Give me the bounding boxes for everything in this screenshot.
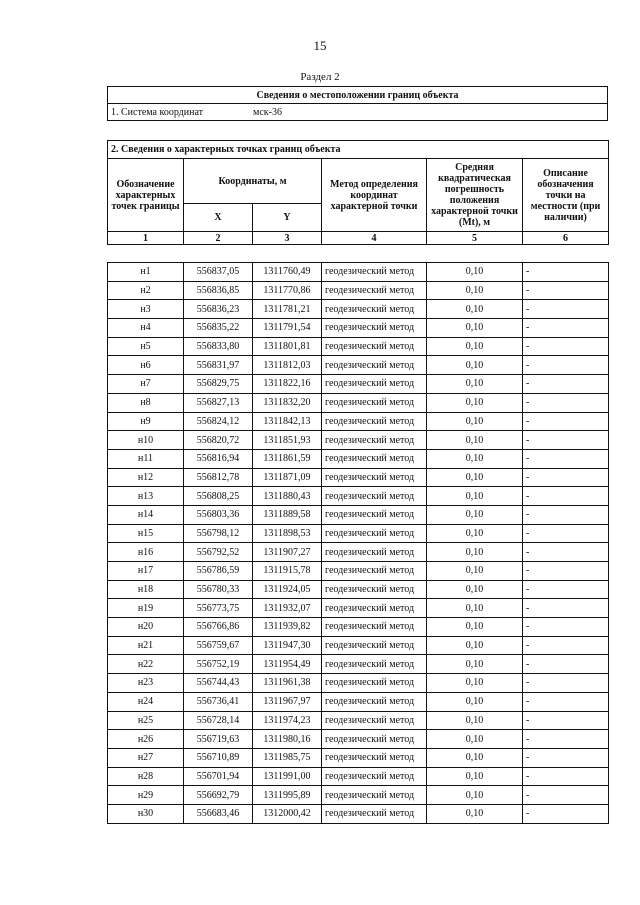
description: - [523,543,609,562]
table-row [108,300,609,319]
x-coordinate: 556798,12 [184,524,253,543]
description: - [523,767,609,786]
table-row [108,468,609,487]
method: геодезический метод [322,300,427,319]
description: - [523,804,609,823]
table-row [108,580,609,599]
x-coordinate: 556833,80 [184,337,253,356]
point-id: н24 [108,692,184,711]
point-id: н3 [108,300,184,319]
mt-error: 0,10 [427,692,523,711]
description: - [523,337,609,356]
method: геодезический метод [322,636,427,655]
y-coordinate: 1311781,21 [253,300,322,319]
y-coordinate: 1311842,13 [253,412,322,431]
x-coordinate: 556827,13 [184,393,253,412]
method: геодезический метод [322,505,427,524]
col-x-header: X [184,204,253,232]
x-coordinate: 556752,19 [184,655,253,674]
description: - [523,319,609,338]
y-coordinate: 1311967,97 [253,692,322,711]
table-row [108,562,609,581]
x-coordinate: 556780,33 [184,580,253,599]
method: геодезический метод [322,337,427,356]
point-id: н17 [108,562,184,581]
points-table-body [108,263,609,824]
x-coordinate: 556829,75 [184,375,253,394]
x-coordinate: 556744,43 [184,674,253,693]
method: геодезический метод [322,543,427,562]
mt-error: 0,10 [427,636,523,655]
x-coordinate: 556701,94 [184,767,253,786]
description: - [523,655,609,674]
y-coordinate: 1311924,05 [253,580,322,599]
col-coordinates-header: Координаты, м [184,159,322,204]
point-id: н7 [108,375,184,394]
point-id: н2 [108,281,184,300]
description: - [523,393,609,412]
description: - [523,730,609,749]
table-row [108,804,609,823]
x-coordinate: 556719,63 [184,730,253,749]
method: геодезический метод [322,655,427,674]
point-id: н6 [108,356,184,375]
method: геодезический метод [322,618,427,637]
x-coordinate: 556816,94 [184,449,253,468]
y-coordinate: 1311961,38 [253,674,322,693]
mt-error: 0,10 [427,487,523,506]
x-coordinate: 556820,72 [184,431,253,450]
point-id: н29 [108,786,184,805]
point-id: н8 [108,393,184,412]
y-coordinate: 1311991,00 [253,767,322,786]
x-coordinate: 556683,46 [184,804,253,823]
point-id: н10 [108,431,184,450]
x-coordinate: 556692,79 [184,786,253,805]
point-id: н23 [108,674,184,693]
x-coordinate: 556792,52 [184,543,253,562]
y-coordinate: 1311915,78 [253,562,322,581]
table-row [108,730,609,749]
y-coordinate: 1311760,49 [253,263,322,282]
point-id: н15 [108,524,184,543]
description: - [523,786,609,805]
x-coordinate: 556728,14 [184,711,253,730]
point-id: н5 [108,337,184,356]
y-coordinate: 1311985,75 [253,748,322,767]
mt-error: 0,10 [427,319,523,338]
mt-error: 0,10 [427,505,523,524]
table-row [108,655,609,674]
description: - [523,711,609,730]
point-id: н16 [108,543,184,562]
y-coordinate: 1311880,43 [253,487,322,506]
method: геодезический метод [322,431,427,450]
point-id: н11 [108,449,184,468]
description: - [523,356,609,375]
table-row [108,674,609,693]
x-coordinate: 556835,22 [184,319,253,338]
table-row [108,748,609,767]
col-designation-header: Обозначение характерных точек границы [108,159,184,232]
y-coordinate: 1311974,23 [253,711,322,730]
column-number: 2 [184,232,253,245]
y-coordinate: 1311898,53 [253,524,322,543]
column-number: 3 [253,232,322,245]
x-coordinate: 556803,36 [184,505,253,524]
y-coordinate: 1311889,58 [253,505,322,524]
point-id: н21 [108,636,184,655]
description: - [523,580,609,599]
mt-error: 0,10 [427,618,523,637]
mt-error: 0,10 [427,375,523,394]
x-coordinate: 556786,59 [184,562,253,581]
y-coordinate: 1311791,54 [253,319,322,338]
description: - [523,487,609,506]
y-coordinate: 1311980,16 [253,730,322,749]
y-coordinate: 1311907,27 [253,543,322,562]
point-id: н9 [108,412,184,431]
method: геодезический метод [322,786,427,805]
coordinate-system-value: мск-36 [253,106,282,118]
x-coordinate: 556766,86 [184,618,253,637]
point-id: н18 [108,580,184,599]
x-coordinate: 556759,67 [184,636,253,655]
mt-error: 0,10 [427,468,523,487]
y-coordinate: 1311954,49 [253,655,322,674]
table-row [108,618,609,637]
points-caption: 2. Сведения о характерных точках границ объекта [108,141,609,159]
x-coordinate: 556736,41 [184,692,253,711]
method: геодезический метод [322,599,427,618]
mt-error: 0,10 [427,748,523,767]
table-row [108,636,609,655]
description: - [523,748,609,767]
description: - [523,636,609,655]
y-coordinate: 1311932,07 [253,599,322,618]
y-coordinate: 1311812,03 [253,356,322,375]
y-coordinate: 1311871,09 [253,468,322,487]
method: геодезический метод [322,263,427,282]
mt-error: 0,10 [427,393,523,412]
x-coordinate: 556773,75 [184,599,253,618]
method: геодезический метод [322,674,427,693]
method: геодезический метод [322,748,427,767]
description: - [523,562,609,581]
mt-error: 0,10 [427,711,523,730]
description: - [523,281,609,300]
col-method-header: Метод определения координат характерной точки [322,159,427,232]
method: геодезический метод [322,319,427,338]
point-id: н26 [108,730,184,749]
table-row [108,431,609,450]
y-coordinate: 1311770,86 [253,281,322,300]
mt-error: 0,10 [427,300,523,319]
points-table [107,262,609,824]
description: - [523,375,609,394]
description: - [523,692,609,711]
y-coordinate: 1311861,59 [253,449,322,468]
method: геодезический метод [322,580,427,599]
table-row [108,281,609,300]
column-number: 5 [427,232,523,245]
y-coordinate: 1311947,30 [253,636,322,655]
table-row [108,412,609,431]
column-number: 1 [108,232,184,245]
location-table [107,86,608,121]
point-id: н1 [108,263,184,282]
description: - [523,300,609,319]
y-coordinate: 1311801,81 [253,337,322,356]
y-coordinate: 1311995,89 [253,786,322,805]
location-header: Сведения о местоположении границ объекта [108,87,608,104]
method: геодезический метод [322,487,427,506]
x-coordinate: 556824,12 [184,412,253,431]
col-y-header: Y [253,204,322,232]
column-number: 4 [322,232,427,245]
points-header-table [107,140,609,245]
mt-error: 0,10 [427,767,523,786]
table-row [108,263,609,282]
table-row [108,505,609,524]
point-id: н4 [108,319,184,338]
description: - [523,412,609,431]
table-row [108,543,609,562]
method: геодезический метод [322,449,427,468]
table-row [108,449,609,468]
table-row [108,786,609,805]
point-id: н30 [108,804,184,823]
method: геодезический метод [322,730,427,749]
section-title: Раздел 2 [300,71,340,83]
point-id: н27 [108,748,184,767]
description: - [523,618,609,637]
point-id: н19 [108,599,184,618]
method: геодезический метод [322,412,427,431]
point-id: н13 [108,487,184,506]
col-error-header: Средняя квадратическая погрешность положения характерной точки (Мt), м [427,159,523,232]
point-id: н25 [108,711,184,730]
x-coordinate: 556836,85 [184,281,253,300]
method: геодезический метод [322,375,427,394]
table-row [108,356,609,375]
method: геодезический метод [322,692,427,711]
method: геодезический метод [322,281,427,300]
table-row [108,319,609,338]
description: - [523,263,609,282]
mt-error: 0,10 [427,655,523,674]
mt-error: 0,10 [427,356,523,375]
method: геодезический метод [322,393,427,412]
mt-error: 0,10 [427,524,523,543]
y-coordinate: 1311832,20 [253,393,322,412]
method: геодезический метод [322,711,427,730]
mt-error: 0,10 [427,580,523,599]
method: геодезический метод [322,767,427,786]
description: - [523,505,609,524]
mt-error: 0,10 [427,804,523,823]
y-coordinate: 1311939,82 [253,618,322,637]
description: - [523,449,609,468]
mt-error: 0,10 [427,543,523,562]
description: - [523,431,609,450]
point-id: н22 [108,655,184,674]
x-coordinate: 556808,25 [184,487,253,506]
x-coordinate: 556836,23 [184,300,253,319]
coordinate-system-label: 1. Система координат [111,106,204,118]
x-coordinate: 556710,89 [184,748,253,767]
col-description-header: Описание обозначения точки на местности (при наличии) [523,159,609,232]
mt-error: 0,10 [427,562,523,581]
table-row [108,599,609,618]
method: геодезический метод [322,468,427,487]
mt-error: 0,10 [427,449,523,468]
method: геодезический метод [322,562,427,581]
table-row [108,337,609,356]
mt-error: 0,10 [427,431,523,450]
x-coordinate: 556831,97 [184,356,253,375]
method: геодезический метод [322,804,427,823]
mt-error: 0,10 [427,337,523,356]
mt-error: 0,10 [427,674,523,693]
table-row [108,524,609,543]
point-id: н28 [108,767,184,786]
description: - [523,524,609,543]
point-id: н20 [108,618,184,637]
mt-error: 0,10 [427,599,523,618]
method: геодезический метод [322,356,427,375]
y-coordinate: 1311822,16 [253,375,322,394]
point-id: н12 [108,468,184,487]
y-coordinate: 1312000,42 [253,804,322,823]
table-row [108,711,609,730]
table-row [108,767,609,786]
mt-error: 0,10 [427,263,523,282]
y-coordinate: 1311851,93 [253,431,322,450]
table-row [108,487,609,506]
x-coordinate: 556812,78 [184,468,253,487]
table-row [108,375,609,394]
table-row [108,393,609,412]
table-row [108,692,609,711]
description: - [523,599,609,618]
description: - [523,674,609,693]
mt-error: 0,10 [427,786,523,805]
mt-error: 0,10 [427,730,523,749]
mt-error: 0,10 [427,281,523,300]
coordinate-system-row [108,104,608,121]
description: - [523,468,609,487]
mt-error: 0,10 [427,412,523,431]
x-coordinate: 556837,05 [184,263,253,282]
column-number: 6 [523,232,609,245]
point-id: н14 [108,505,184,524]
page-number: 15 [313,38,327,53]
method: геодезический метод [322,524,427,543]
